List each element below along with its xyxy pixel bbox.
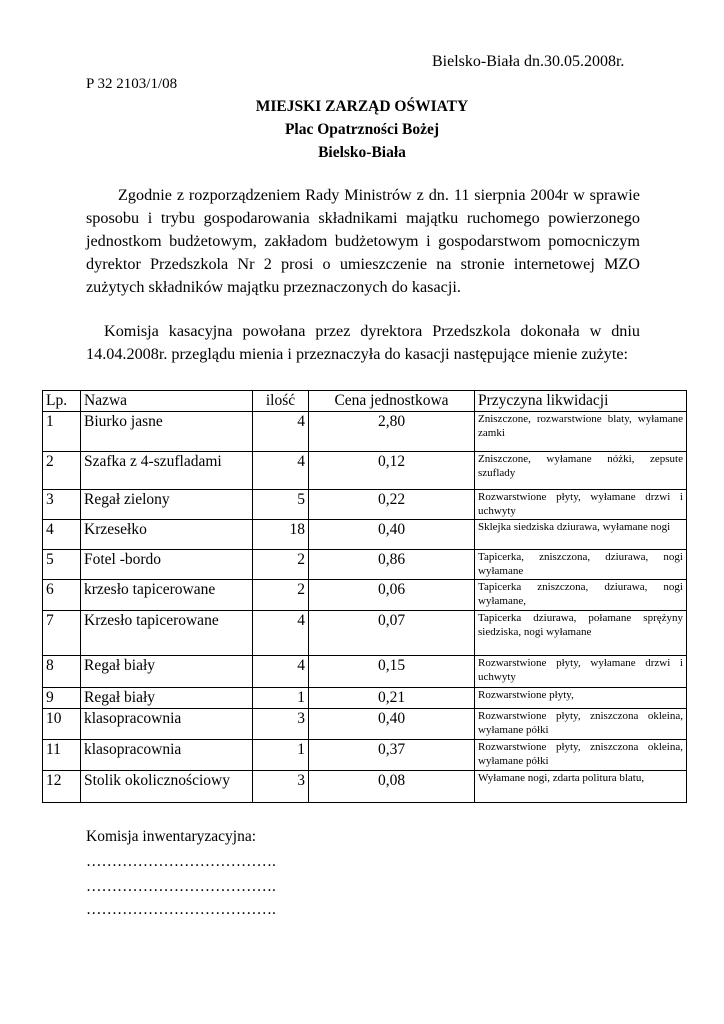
table-row xyxy=(43,412,687,452)
table-header-row xyxy=(43,391,687,412)
cell-lp: 3 xyxy=(43,490,81,520)
cell-reason: Zniszczone, wyłamane nóżki, zepsute szuflady xyxy=(475,452,687,490)
cell-name: Regał zielony xyxy=(81,490,253,520)
cell-lp: 11 xyxy=(43,740,81,771)
cell-name: Fotel -bordo xyxy=(81,550,253,580)
cell-qty: 3 xyxy=(253,771,309,803)
cell-name: Szafka z 4-szufladami xyxy=(81,452,253,490)
cell-lp: 10 xyxy=(43,709,81,740)
recipient-name: MIEJSKI ZARZĄD OŚWIATY xyxy=(255,98,469,115)
cell-price: 0,12 xyxy=(309,452,475,490)
table-row xyxy=(43,520,687,550)
signature-line-3: ………………………………. xyxy=(86,901,276,918)
cell-reason: Rozwarstwione płyty, wyłamane drzwi i uchwyty xyxy=(475,490,687,520)
recipient-street: Plac Opatrzności Bożej xyxy=(284,121,440,138)
recipient-block xyxy=(0,95,724,164)
cell-price: 0,08 xyxy=(309,771,475,803)
table-row xyxy=(43,740,687,771)
cell-qty: 18 xyxy=(253,520,309,550)
cell-lp: 12 xyxy=(43,771,81,803)
cell-lp: 9 xyxy=(43,688,81,709)
reference-number: P 32 2103/1/08 xyxy=(86,76,178,92)
cell-price: 0,86 xyxy=(309,550,475,580)
cell-reason: Rozwarstwione płyty, zniszczona okleina, wyłamane półki xyxy=(475,740,687,771)
cell-lp: 2 xyxy=(43,452,81,490)
table-row xyxy=(43,580,687,611)
cell-price: 0,15 xyxy=(309,656,475,688)
cell-price: 0,07 xyxy=(309,611,475,656)
cell-reason: Zniszczone, rozwarstwione blaty, wyłamane zamki xyxy=(475,412,687,452)
document-date: Bielsko-Biała dn.30.05.2008r. xyxy=(432,53,625,70)
cell-price: 0,40 xyxy=(309,520,475,550)
table-row xyxy=(43,611,687,656)
table-row xyxy=(43,656,687,688)
signature-line-2: ………………………………. xyxy=(86,878,276,895)
cell-qty: 2 xyxy=(253,580,309,611)
cell-reason: Sklejka siedziska dziurawa, wyłamane nogi xyxy=(475,520,687,550)
table-row xyxy=(43,709,687,740)
cell-qty: 1 xyxy=(253,688,309,709)
body-paragraph-1: Zgodnie z rozporządzeniem Rady Ministrów z dn. 11 sierpnia 2004r w sprawie sposobu i trybu gospodarowania składnikami majątku ruchomego powierzonego jednostkom budżetowym, zakładom budżetowym i gospodarstwom pomocniczym dyrektor Przedszkola Nr 2 prosi o umieszczenie na stronie internetowej MZO zużytych składników majątku przeznaczonych do kasacji. xyxy=(86,186,640,296)
cell-name: krzesło tapicerowane xyxy=(81,580,253,611)
table-row xyxy=(43,452,687,490)
header-qty: ilość xyxy=(253,391,309,412)
table-row xyxy=(43,688,687,709)
cell-reason: Wyłamane nogi, zdarta politura blatu, xyxy=(475,771,687,803)
table-row xyxy=(43,550,687,580)
cell-reason: Rozwarstwione płyty, wyłamane drzwi i uchwyty xyxy=(475,656,687,688)
cell-lp: 7 xyxy=(43,611,81,656)
table-row xyxy=(43,771,687,803)
cell-lp: 1 xyxy=(43,412,81,452)
cell-name: Biurko jasne xyxy=(81,412,253,452)
body-paragraph-2: Komisja kasacyjna powołana przez dyrektora Przedszkola dokonała w dniu 14.04.2008r. przeglądu mienia i przeznaczyła do kasacji następujące mienie zużyte: xyxy=(86,322,640,363)
cell-name: Regał biały xyxy=(81,688,253,709)
cell-price: 0,21 xyxy=(309,688,475,709)
cell-name: klasopracownia xyxy=(81,709,253,740)
cell-lp: 5 xyxy=(43,550,81,580)
cell-price: 0,37 xyxy=(309,740,475,771)
cell-price: 0,40 xyxy=(309,709,475,740)
commission-label: Komisja inwentaryzacyjna: xyxy=(86,828,257,845)
cell-reason: Rozwarstwione płyty, zniszczona okleina, wyłamane półki xyxy=(475,709,687,740)
header-price: Cena jednostkowa xyxy=(309,391,475,412)
header-reason: Przyczyna likwidacji xyxy=(475,391,687,412)
cell-qty: 2 xyxy=(253,550,309,580)
recipient-city: Bielsko-Biała xyxy=(318,144,406,161)
cell-reason: Tapicerka dziurawa, połamane sprężyny siedziska, nogi wyłamane xyxy=(475,611,687,656)
cell-qty: 4 xyxy=(253,656,309,688)
signature-line-1: ………………………………. xyxy=(86,853,276,870)
cell-qty: 4 xyxy=(253,452,309,490)
cell-qty: 4 xyxy=(253,611,309,656)
cell-lp: 8 xyxy=(43,656,81,688)
cell-reason: Tapicerka zniszczona, dziurawa, nogi wyłamane, xyxy=(475,580,687,611)
cell-price: 2,80 xyxy=(309,412,475,452)
cell-lp: 6 xyxy=(43,580,81,611)
header-lp: Lp. xyxy=(43,391,81,412)
table-row xyxy=(43,490,687,520)
cell-lp: 4 xyxy=(43,520,81,550)
cell-reason: Rozwarstwione płyty, xyxy=(475,688,687,709)
cell-qty: 1 xyxy=(253,740,309,771)
cell-qty: 4 xyxy=(253,412,309,452)
cell-name: Regał biały xyxy=(81,656,253,688)
cell-qty: 5 xyxy=(253,490,309,520)
cell-price: 0,22 xyxy=(309,490,475,520)
cell-qty: 3 xyxy=(253,709,309,740)
cell-price: 0,06 xyxy=(309,580,475,611)
cell-name: Stolik okolicznościowy xyxy=(81,771,253,803)
cell-reason: Tapicerka, zniszczona, dziurawa, nogi wyłamane xyxy=(475,550,687,580)
cell-name: Krzesełko xyxy=(81,520,253,550)
inventory-table xyxy=(42,390,687,803)
cell-name: Krzesło tapicerowane xyxy=(81,611,253,656)
header-name: Nazwa xyxy=(81,391,253,412)
cell-name: klasopracownia xyxy=(81,740,253,771)
